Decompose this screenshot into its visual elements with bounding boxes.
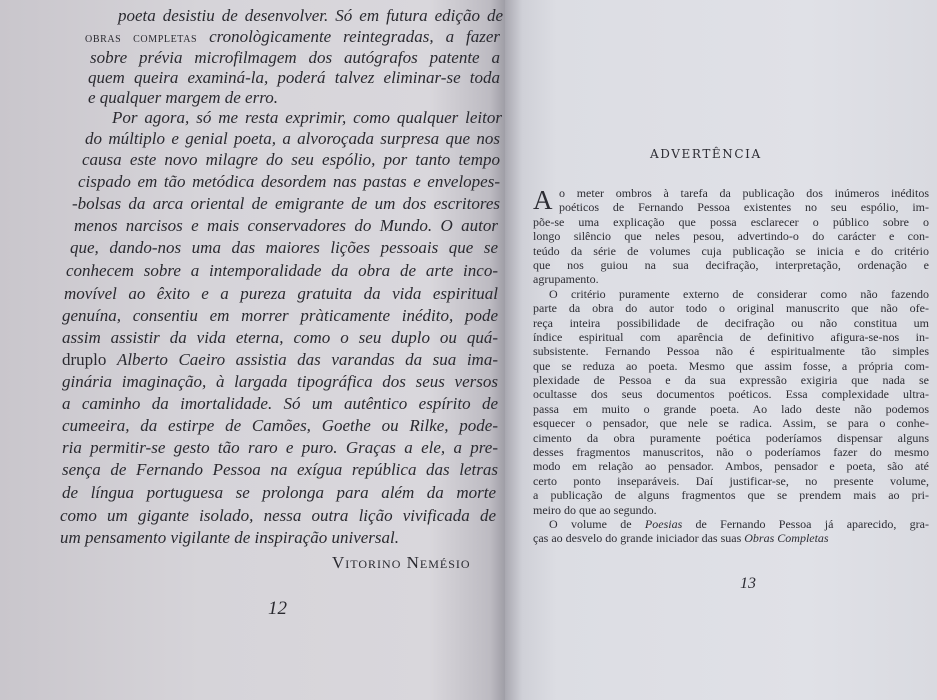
text-line <box>62 483 496 502</box>
text-line <box>533 215 929 229</box>
text-line <box>533 258 929 272</box>
text-segment: desses fragmentos manuscritos, não o poderíamos fazer do mesmo <box>533 445 929 460</box>
text-segment: a caminho da imortalidade. Só um autêntico espírito de <box>62 394 498 413</box>
text-segment: quem queira examiná-la, poderá talvez eliminar-se toda <box>88 68 500 87</box>
text-segment: ças ao desvelo do grande iniciador das suas <box>533 531 745 546</box>
text-line <box>62 350 498 369</box>
text-segment: longo silêncio que neles pesou, advertindo-o do carácter e con- <box>533 229 929 244</box>
text-line <box>533 431 929 445</box>
text-segment: um pensamento vigilante de inspiração universal. <box>60 528 400 547</box>
text-segment: e qualquer margem de erro. <box>88 88 278 107</box>
text-segment: sença de Fernando Pessoa na exígua república das letras <box>62 460 498 479</box>
text-line <box>66 261 498 280</box>
text-segment: plexidade de Pessoa e da sua expressão exigiria que nada se <box>533 373 929 388</box>
text-line <box>533 517 929 531</box>
text-line <box>533 330 929 344</box>
text-segment: teúdo da série de volumes cuja publicação se inicia e do critério <box>533 243 929 258</box>
text-segment: que se reduza ao poeta. Mesmo que assim fosse, a própria com- <box>533 358 929 373</box>
text-segment: O critério puramente externo de considerar como não fazendo <box>549 286 929 301</box>
text-line <box>533 244 929 258</box>
text-line <box>70 238 498 257</box>
text-segment: índice espiritual com aparência de definitivo afigura-se-nos in- <box>533 329 929 344</box>
text-line <box>60 506 496 525</box>
text-segment: de Fernando Pessoa já aparecido, gra- <box>682 516 929 531</box>
text-segment: passa em muito o grande poeta. Ao lado deste não podemos <box>533 401 929 416</box>
text-line <box>533 445 929 459</box>
text-segment: druplo <box>62 350 117 369</box>
text-segment: menos narcisos e mais conservadores do Mundo. O autor <box>74 216 498 235</box>
text-segment: ocultasse dos seus documentos poéticos. Essa complexidade ultra- <box>533 387 929 402</box>
text-segment: que nos guiou na sua decifração, interpretação, ordenação e <box>533 257 929 272</box>
text-segment: poeta desistiu de desenvolver. Só em futura edição de <box>118 6 503 25</box>
text-line <box>112 108 502 127</box>
text-line <box>88 88 288 107</box>
text-line <box>533 373 929 387</box>
text-line <box>533 359 929 373</box>
text-line <box>533 531 929 545</box>
text-segment: subsistente. Fernando Pessoa não é espiritualmente tão simples <box>533 344 929 359</box>
text-segment: Obras Completas <box>744 531 829 546</box>
text-segment: Por agora, só me resta exprimir, como qualquer leitor <box>112 108 502 127</box>
text-line <box>62 306 498 325</box>
text-line <box>533 229 929 243</box>
text-segment: Alberto Caeiro assistia das varandas da sua ima- <box>116 350 498 369</box>
text-line <box>533 200 929 214</box>
text-segment: obras completas <box>85 31 198 46</box>
text-line <box>64 284 498 303</box>
text-segment: que, dando-nos uma das maiores lições pessoais que se <box>70 238 498 257</box>
text-segment: cimento da obra puramente poética poderíamos dispensar alguns <box>533 430 929 445</box>
text-segment: agrupamento. <box>533 272 599 287</box>
text-line <box>62 460 498 479</box>
text-segment: do múltiplo e genial poeta, a alvoroçada surpresa que nos <box>85 129 500 148</box>
text-segment: ria permitir-se gesto tão raro e puro. Graças a ele, a pre- <box>62 438 498 457</box>
text-line <box>74 216 498 235</box>
text-line <box>118 6 503 25</box>
text-line <box>60 528 452 547</box>
text-segment: como um gigante isolado, nessa outra lição vivificada de <box>60 506 496 525</box>
text-line <box>533 344 929 358</box>
text-segment: certo ponto inseparáveis. Daí justificar-se, no presente volume, <box>533 473 929 488</box>
text-line <box>533 459 929 473</box>
text-segment: parte da obra do autor todo o original manuscrito que não ofe- <box>533 301 929 316</box>
text-segment: conhecem sobre a intemporalidade da obra de arte inco- <box>66 261 498 280</box>
section-title: ADVERTÊNCIA <box>650 147 762 161</box>
text-line <box>62 372 498 391</box>
text-segment: causa este novo milagre do seu espólio, por tanto tempo <box>82 150 500 169</box>
text-line <box>85 27 500 48</box>
text-segment: sobre prévia microfilmagem dos autógrafos patente a <box>90 48 500 67</box>
text-line <box>72 194 500 213</box>
text-segment: -bolsas da arca oriental de emigrante de um dos escritores <box>72 194 500 213</box>
text-segment: Poesias <box>644 516 683 531</box>
drop-cap: A <box>533 185 553 215</box>
text-line <box>88 68 500 87</box>
page-number-right: 13 <box>740 575 756 592</box>
text-line <box>533 474 929 488</box>
text-segment: põe-se uma explicação que possa esclarecer o público sobre o <box>533 214 929 229</box>
text-segment: assim assistir da vida eterna, como o seu duplo ou quá- <box>62 328 498 347</box>
text-segment: reça inteira possibilidade de decifração ou não constitua um <box>533 315 929 330</box>
text-segment: cispado em tão metódica desordem nas pastas e envelopes- <box>78 172 500 191</box>
text-line <box>82 150 500 169</box>
text-segment: poéticos de Fernando Pessoa existentes no seu espólio, im- <box>559 200 929 215</box>
text-line <box>533 402 929 416</box>
text-segment: ginária imaginação, à largada tipográfica dos seus versos <box>62 372 498 391</box>
text-segment: cumeeira, da estirpe de Camões, Goethe ou Rilke, pode- <box>62 416 498 435</box>
text-line <box>533 186 929 200</box>
text-line <box>533 316 929 330</box>
text-segment: modo em relação ao pensador. Ambos, pensador e poeta, são até <box>533 459 929 474</box>
right-page-text <box>533 186 929 546</box>
text-segment: cronològicamente reintegradas, a fazer <box>197 27 501 46</box>
text-line <box>62 328 498 347</box>
author-signature: Vitorino Nemésio <box>332 553 471 572</box>
text-segment: O volume de <box>549 516 645 531</box>
text-line <box>533 387 929 401</box>
text-line <box>533 488 929 502</box>
text-segment: de língua portuguesa se prolonga para além da morte <box>62 483 496 502</box>
text-line <box>533 416 929 430</box>
text-segment: meiro do que ao segundo. <box>533 502 657 517</box>
text-line <box>62 438 498 457</box>
text-line <box>62 416 498 435</box>
text-line <box>533 287 929 301</box>
text-line <box>533 503 929 517</box>
text-line <box>78 172 500 191</box>
text-line <box>90 48 500 67</box>
text-segment: movível ao êxito e a pureza gratuita da vida espiritual <box>64 284 498 303</box>
text-line <box>533 301 929 315</box>
text-line <box>85 129 500 148</box>
text-line <box>62 394 498 413</box>
text-segment: genuína, consentiu em morrer pràticamente inédito, pode <box>62 306 498 325</box>
text-segment: a publicação de alguns fragmentos que se prendem mais ao pri- <box>533 488 929 503</box>
text-segment: esquecer o pensador, que nele se radica. Assim, se para o conhe- <box>533 416 929 431</box>
page-number-left: 12 <box>268 598 287 619</box>
text-segment: o meter ombros à tarefa da publicação dos inúmeros inéditos <box>559 186 929 200</box>
text-line <box>533 272 929 286</box>
